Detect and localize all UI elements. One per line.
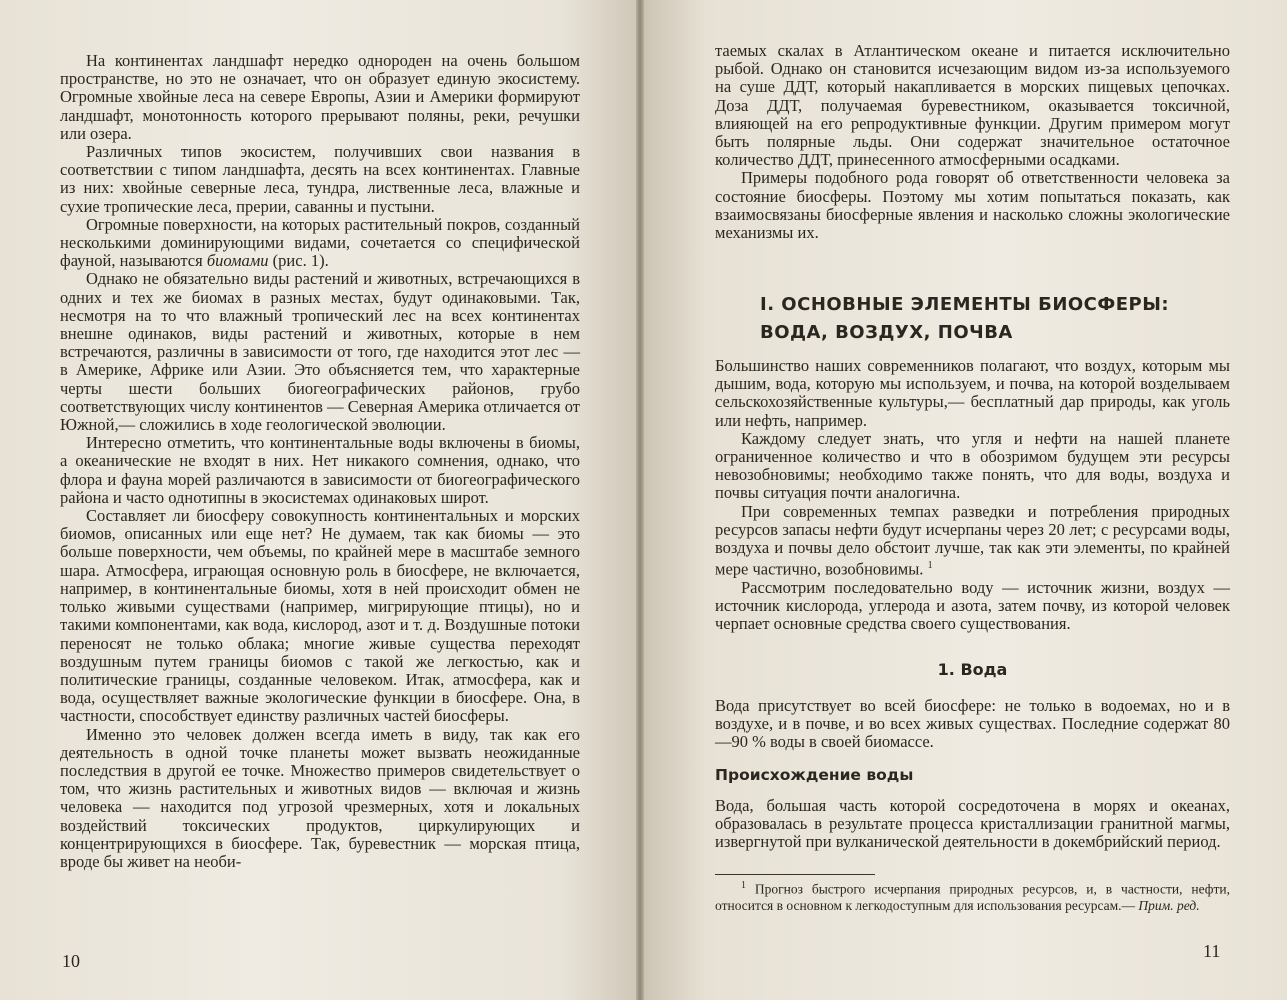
- paragraph: Каждому следует знать, что угля и нефти на нашей планете ограниченное количество и что в обозримом будущем эти ресурсы невозобновимы; необходимо также понять, что для воды, воздуха и почвы ситуация почти аналогична.: [715, 428, 1230, 503]
- paragraph: Различных типов экосистем, получивших свои названия в соответствии с типом ландшафта, десять на всех континентах. Главные из них: хвойные северные леса, тундра, лиственные леса, влажные и сухие тропические леса, прерии, саванны и пустыни.: [60, 142, 580, 216]
- paragraph-text: При современных темпах разведки и потребления природных ресурсов запасы нефти будут исчерпаны через 20 лет; с ресурсами воды, воздуха и почвы дело обстоит лучше, так как эти элементы, по крайней мере частично, возобновимы.: [715, 501, 1230, 579]
- paragraph: Примеры подобного рода говорят об ответственности человека за состояние биосферы. Поэтому мы хотим попытаться показать, как взаимосвязаны биосферные явления и насколько сложны экологические механизмы их.: [715, 168, 1230, 243]
- term-biomes: биомами: [206, 251, 269, 271]
- paragraph: Именно это человек должен всегда иметь в виду, так как его деятельность в одной точке планеты может вызвать неожиданные последствия в другой ее точке. Множество примеров свидетельствует о том, что жизнь растительных и животных видов — включая и жизнь человека — находится под угрозой чрезмерных, хотя и локальных воздействий токсических продуктов, циркулирующих и концентрирующихся в биосфере. Так, буревестник — морская птица, вроде бы живет на необи-: [60, 724, 580, 871]
- footnote-divider: [715, 874, 875, 875]
- paragraph: Большинство наших современников полагают, что воздух, которым мы дышим, вода, которую мы используем, и почва, на которой возделываем сельскохозяйственные культуры,— бесплатный дар природы, как уголь или нефть, например.: [715, 356, 1230, 430]
- footnote: [715, 878, 1230, 914]
- paragraph-text: Огромные поверхности, на которых растительный покров, созданный несколькими доминирующими видами, сочетается со специфической фауной, называются: [60, 214, 580, 271]
- page-number-left: 10: [62, 951, 80, 971]
- chapter-title-line: I. ОСНОВНЫЕ ЭЛЕМЕНТЫ БИОСФЕРЫ:: [760, 294, 1170, 315]
- footnote-text: [715, 878, 1230, 914]
- book-gutter: [636, 0, 644, 1000]
- paragraph: Рассмотрим последовательно воду — источник жизни, воздух — источник кислорода, углерода и азота, затем почву, из которой человек черпает основные средства своего существования.: [715, 577, 1230, 634]
- paragraph-with-footnote: [715, 503, 1230, 579]
- paragraph: Составляет ли биосферу совокупность континентальных и морских биомов, описанных или еще нет? Не думаем, так как биомы — это больше поверхности, чем объемы, по крайней мере в масштабе земного шара. Атмосфера, играющая основную роль в биосфере, не включается, например, в континентальные биомы, хотя в ней происходит обмен не только живыми существами (например, мигрирующие птицы), но и такими компонентами, как вода, кислород, азот и т. д. Воздушные потоки переносят не только облака; многие живые существа переходят воздушным путем границы биомов с такой же легкостью, как и политические границы, созданные человеком. Итак, атмосфера, как и вода, осуществляет важные экологические функции в биосфере. Она, в частности, способствует единству различных частей биосферы.: [60, 506, 580, 726]
- paragraph: Вода присутствует во всей биосфере: не только в водоемах, но и в воздухе, и в почве, и во всех живых существах. Последние содержат 80—90 % воды в своей биомассе.: [715, 696, 1230, 752]
- editor-note: Прим. ред.: [1138, 897, 1200, 913]
- footnote-marker: 1: [927, 560, 933, 572]
- paragraph: Интересно отметить, что континентальные воды включены в биомы, а океанические не входят в них. Нет никакого сомнения, однако, что флора и фауна морей различаются в зависимости от биогеографического района и часто однотипны в экосистемах одинаковых широт.: [60, 433, 580, 507]
- page-number-right: 11: [1203, 941, 1221, 961]
- paragraph: Однако не обязательно виды растений и животных, встречающихся в одних и тех же биомах в разных местах, будут одинаковыми. Так, несмотря на то что влажный тропический лес на всех континентах внешне одинаков, виды растений и животных, которые в нем встречаются, различны в зависимости от того, где находится этот лес — в Америке, Африке или Азии. Это объясняется тем, что характерные черты шести больших биогеографических районов, грубо соответствующих числу континентов — Северная Америка отличается от Южной,— сложились в ходе геологической эволюции.: [60, 269, 580, 435]
- section-title: 1. Вода: [937, 660, 1008, 679]
- right-page-continuation: [715, 42, 1230, 242]
- water-intro: [715, 697, 1230, 752]
- water-origin: [715, 797, 1230, 852]
- chapter-title: [760, 291, 1220, 347]
- subsection-title: Происхождение воды: [715, 766, 914, 784]
- left-page-text: [60, 52, 580, 871]
- paragraph: Вода, большая часть которой сосредоточена в морях и океанах, образовалась в результате процесса кристаллизации гранитной магмы, извергнутой при вулканической деятельности в докембрийский период.: [715, 796, 1230, 852]
- chapter-title-line: ВОДА, ВОЗДУХ, ПОЧВА: [760, 322, 1013, 343]
- paragraph: На континентах ландшафт нередко однороден на очень большом пространстве, но это не означает, что он образует единую экосистему. Огромные хвойные леса на севере Европы, Азии и Америки формируют ландшафт, монотонность которого прерывают поляны, реки, речушки или озера.: [60, 51, 580, 143]
- footnote-body: Прогноз быстрого исчерпания природных ресурсов, и, в частности, нефти, относится в основном к легкодоступным для использования ресурсам.—: [715, 881, 1231, 913]
- paragraph-biomes: [60, 216, 580, 271]
- paragraph: таемых скалах в Атлантическом океане и питается исключительно рыбой. Однако он становится исчезающим видом из-за используемого на суше ДДТ, который накапливается в морских пищевых цепочках. Доза ДДТ, получаемая буревестником, оказывается токсичной, влияющей на его репродуктивные функции. Другим примером могут быть полярные льды. Они содержат значительное остаточное количество ДДТ, принесенного атмосферными осадками.: [715, 41, 1230, 170]
- paragraph-text: (рис. 1).: [268, 251, 329, 271]
- footnote-marker: 1: [741, 880, 746, 891]
- chapter-intro: [715, 357, 1230, 634]
